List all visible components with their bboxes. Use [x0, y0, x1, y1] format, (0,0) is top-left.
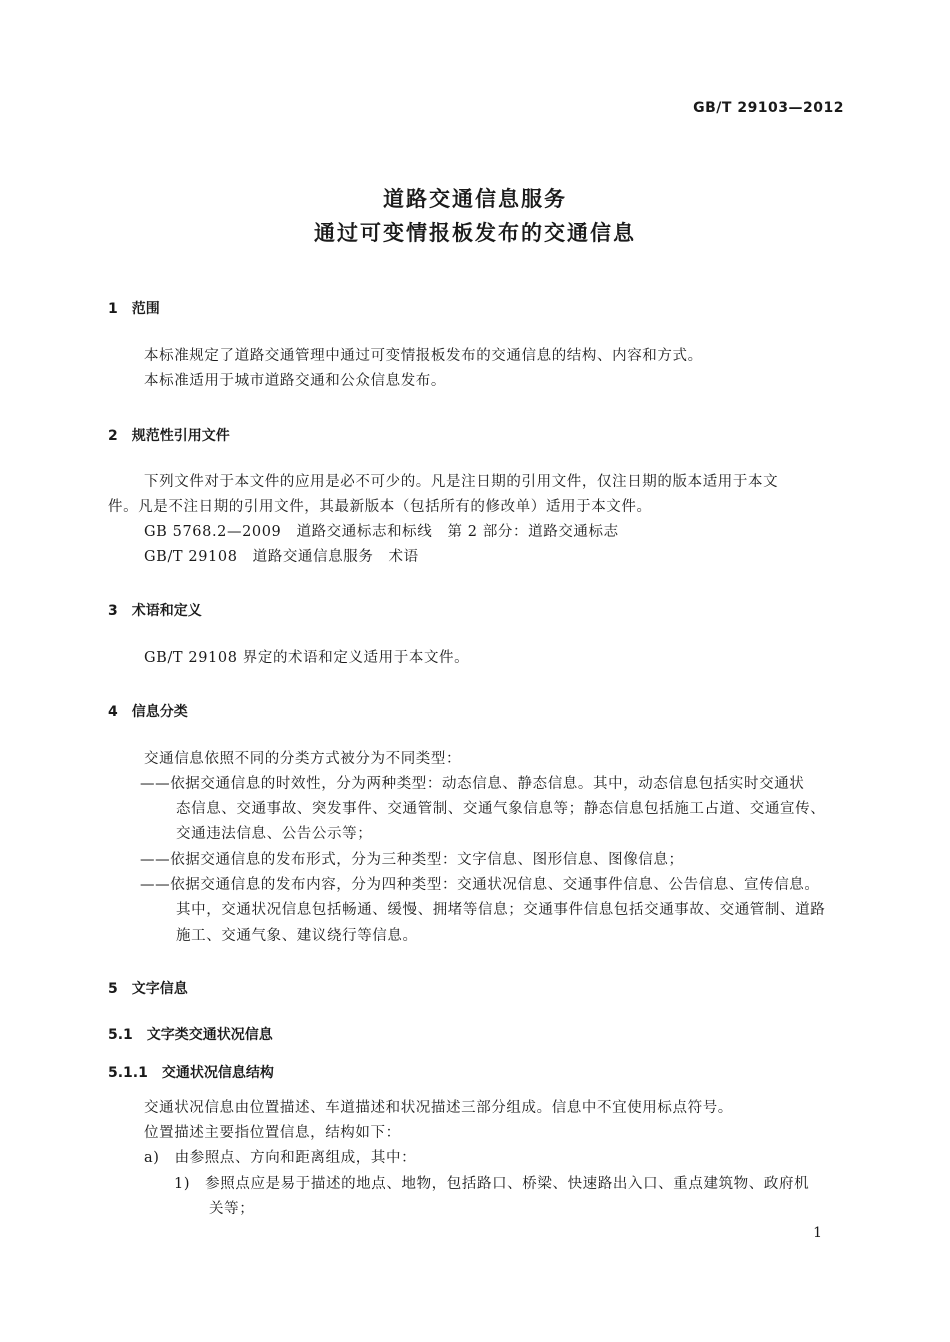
list-item-a1-line2: 关等；: [209, 1201, 255, 1217]
classification-item-1-line3: 交通违法信息、公告公示等；: [176, 826, 373, 842]
page-number: 1: [813, 1225, 822, 1241]
list-item-a: a) 由参照点、方向和距离组成，其中：: [144, 1150, 417, 1166]
section-3-heading: 3 术语和定义: [108, 603, 202, 619]
classification-item-1-line1: ——依据交通信息的时效性，分为两种类型：动态信息、静态信息。其中，动态信息包括实时交通状: [140, 776, 805, 792]
classification-item-1-line2: 态信息、交通事故、突发事件、交通管制、交通气象信息等；静态信息包括施工占道、交通宣传、: [176, 801, 826, 817]
section-2-para-line1: 下列文件对于本文件的应用是必不可少的。凡是注日期的引用文件，仅注日期的版本适用于本文: [144, 474, 779, 490]
section-2-para-line2: 件。凡是不注日期的引用文件，其最新版本（包括所有的修改单）适用于本文件。: [108, 499, 652, 515]
section-5-1-heading: 5.1 文字类交通状况信息: [108, 1027, 273, 1043]
section-1-para-1: 本标准规定了道路交通管理中通过可变情报板发布的交通信息的结构、内容和方式。: [144, 348, 703, 364]
classification-item-3-line3: 施工、交通气象、建议绕行等信息。: [176, 928, 418, 944]
list-item-a1-line1: 1) 参照点应是易于描述的地点、地物，包括路口、桥梁、快速路出入口、重点建筑物、政府机: [174, 1176, 810, 1192]
standard-code: GB/T 29103—2012: [693, 100, 844, 116]
section-4-intro: 交通信息依照不同的分类方式被分为不同类型：: [144, 751, 462, 767]
section-5-1-1-para-2: 位置描述主要指位置信息，结构如下：: [144, 1125, 401, 1141]
classification-item-2: ——依据交通信息的发布形式，分为三种类型：文字信息、图形信息、图像信息；: [140, 852, 684, 868]
section-5-heading: 5 文字信息: [108, 981, 188, 997]
classification-item-3-line2: 其中，交通状况信息包括畅通、缓慢、拥堵等信息；交通事件信息包括交通事故、交通管制、道路: [176, 902, 826, 918]
classification-item-3-line1: ——依据交通信息的发布内容，分为四种类型：交通状况信息、交通事件信息、公告信息、宣传信息。: [140, 877, 820, 893]
reference-gb5768: GB 5768.2—2009 道路交通标志和标线 第 2 部分：道路交通标志: [144, 524, 619, 540]
document-title-line1: 道路交通信息服务: [383, 187, 567, 211]
section-5-1-1-heading: 5.1.1 交通状况信息结构: [108, 1065, 274, 1081]
section-5-1-1-para-1: 交通状况信息由位置描述、车道描述和状况描述三部分组成。信息中不宜使用标点符号。: [144, 1100, 733, 1116]
section-1-para-2: 本标准适用于城市道路交通和公众信息发布。: [144, 373, 446, 389]
document-title-line2: 通过可变情报板发布的交通信息: [314, 221, 636, 245]
section-1-heading: 1 范围: [108, 301, 160, 317]
section-4-heading: 4 信息分类: [108, 704, 188, 720]
reference-gbt29108: GB/T 29108 道路交通信息服务 术语: [144, 549, 419, 565]
section-2-heading: 2 规范性引用文件: [108, 428, 230, 444]
section-3-para: GB/T 29108 界定的术语和定义适用于本文件。: [144, 650, 470, 666]
